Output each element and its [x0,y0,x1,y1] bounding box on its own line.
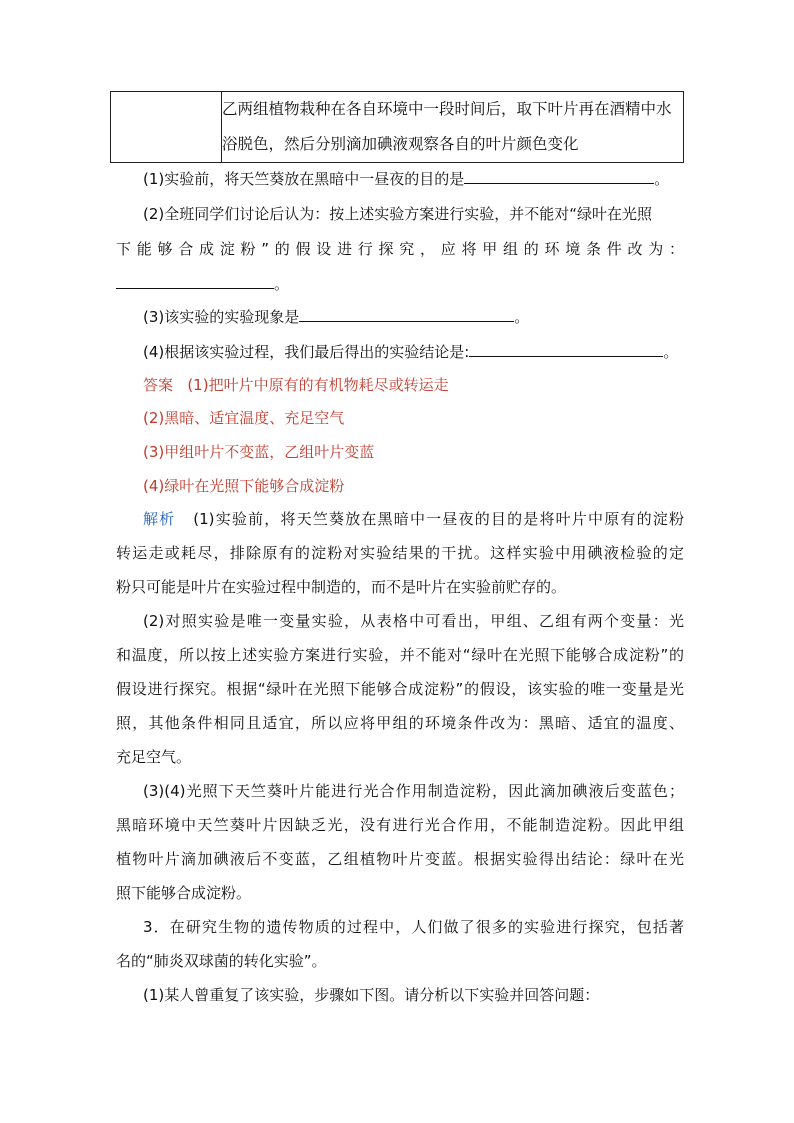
answer-2: (2)黑暗、适宜温度、充足空气 [143,409,345,427]
question-4-text: (4)根据该实验过程，我们最后得出的实验结论是: [143,343,470,361]
continued-table [110,91,684,163]
analysis-p3-line-3: 植物叶片滴加碘液后不变蓝，乙组植物叶片变蓝。根据实验得出结论：绿叶在光 [116,850,684,868]
analysis-label: 解析 [143,510,176,528]
question-3-part-1: (1)某人曾重复了该实验，步骤如下图。请分析以下实验并回答问题： [143,986,600,1004]
question-2-end: 。 [274,275,290,293]
answer-blank [469,342,663,357]
question-1-text: (1)实验前，将天竺葵放在黑暗中一昼夜的目的是 [143,170,465,188]
question-2-blank-line [116,273,289,294]
analysis-p2-line-3: 假设进行探究。根据“绿叶在光照下能够合成淀粉”的假设，该实验的唯一变量是光 [116,680,684,698]
question-3-intro-line-2: 名的“肺炎双球菌的转化实验”。 [116,952,327,970]
question-2-line-2: 下能够合成淀粉”的假设进行探究，应将甲组的环境条件改为： [116,240,684,258]
analysis-p2-line-5: 充足空气。 [116,748,192,766]
question-2-line-1: (2)全班同学们讨论后认为：按上述实验方案进行实验，并不能对“绿叶在光照 [143,205,653,223]
analysis-p3-line-2: 黑暗环境中天竺葵叶片因缺乏光，没有进行光合作用，不能制造淀粉。因此甲组 [116,816,684,834]
table-row-text: 乙两组植物栽种在各自环境中一段时间后，取下叶片再在酒精中水浴脱色，然后分别滴加碘液观察各自的叶片颜色变化 [222,92,684,163]
question-1-end: 。 [654,170,670,188]
answer-1: (1)把叶片中原有的有机物耗尽或转运走 [187,376,449,394]
analysis-p3-line-1: (3)(4)光照下天竺葵叶片能进行光合作用制造淀粉，因此滴加碘液后变蓝色； [143,782,684,800]
analysis-p2-line-4: 照，其他条件相同且适宜，所以应将甲组的环境条件改为：黑暗、适宜的温度、 [116,714,684,732]
answer-label: 答案 [143,376,174,394]
analysis-p3-line-4: 照下能够合成淀粉。 [116,884,252,902]
table-row [111,92,684,163]
analysis-p1-line-3: 粉只可能是叶片在实验过程中制造的，而不是叶片在实验前贮存的。 [116,578,567,596]
analysis-p1-line-2: 转运走或耗尽，排除原有的淀粉对实验结果的干扰。这样实验中用碘液检验的定 [116,544,684,562]
analysis-p1-line-1-text: (1)实验前，将天竺葵放在黑暗中一昼夜的目的是将叶片中原有的淀粉 [193,510,684,528]
question-1 [143,168,669,189]
answer-blank [116,274,274,289]
answer-blank [464,169,654,184]
question-3-text: (3)该实验的实验现象是 [143,308,300,326]
answer-line-1 [143,374,449,395]
question-3-end: 。 [514,308,530,326]
analysis-p2-line-2: 和温度，所以按上述实验方案进行实验，并不能对“绿叶在光照下能够合成淀粉”的 [116,646,684,664]
question-3 [143,306,529,327]
question-4 [143,341,678,362]
analysis-p2-line-1: (2)对照实验是唯一变量实验，从表格中可看出，甲组、乙组有两个变量：光 [143,612,684,630]
answer-3: (3)甲组叶片不变蓝，乙组叶片变蓝 [143,443,375,461]
question-4-end: 。 [663,343,679,361]
question-3-intro-line-1: 3．在研究生物的遗传物质的过程中，人们做了很多的实验进行探究，包括著 [143,918,684,936]
answer-4: (4)绿叶在光照下能够合成淀粉 [143,477,345,495]
answer-blank [299,307,514,322]
table-row-label [111,92,222,163]
analysis-p1-line-1 [143,508,684,529]
